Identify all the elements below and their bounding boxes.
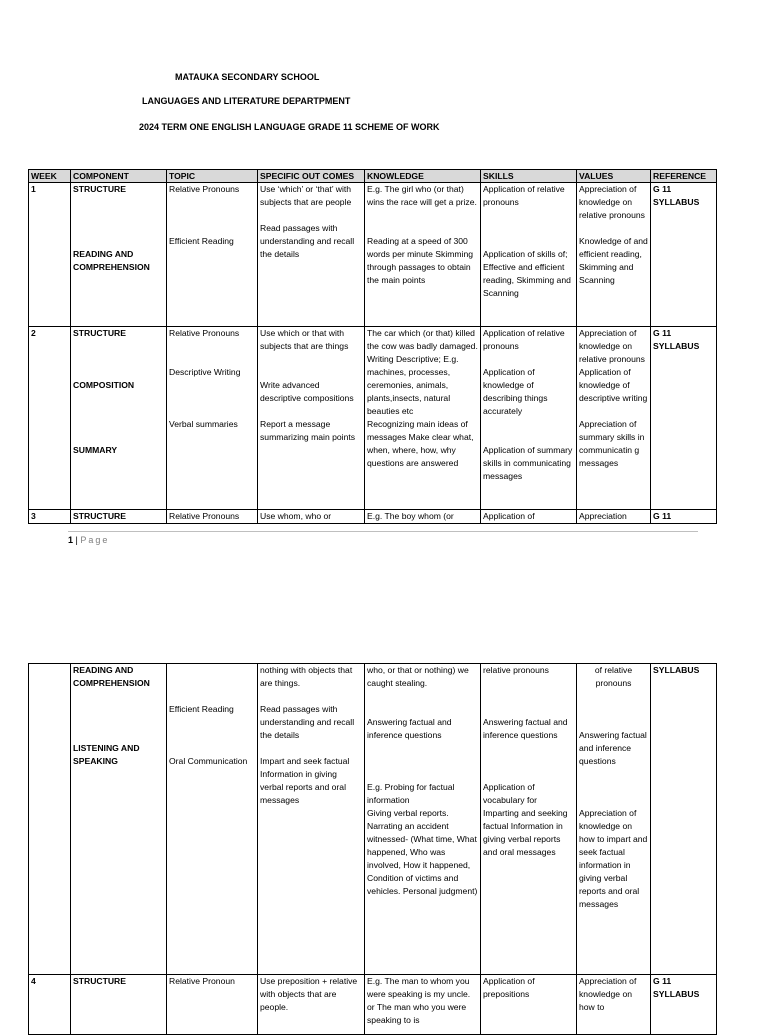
values-cell: Appreciation — [577, 510, 651, 524]
scheme-of-work-table — [28, 169, 717, 524]
knowledge-text: Narrating an accident witnessed- (What time, What happened, Who was involved, How it happened, Condition of victims and vehicles. Personal judgment) — [367, 821, 478, 896]
values-cell — [577, 327, 651, 510]
values-text: Appreciation of knowledge on relative pronouns — [579, 184, 645, 220]
values-text: Answering factual and inference questions — [579, 730, 647, 766]
knowledge-cell: E.g. The man to whom you were speaking is my uncle. or The man who you were speaking to is — [365, 975, 481, 1035]
table-row — [29, 183, 717, 327]
outcome-text: nothing with objects that are things. — [260, 665, 353, 688]
skills-cell — [481, 183, 577, 327]
component-cell: STRUCTURE — [71, 975, 167, 1035]
outcome-cell — [258, 327, 365, 510]
outcome-text: Use which or that with subjects that are things — [260, 328, 349, 351]
knowledge-text: Answering factual and inference questions — [367, 717, 452, 740]
topic-cell — [167, 664, 258, 975]
skills-cell: Application of prepositions — [481, 975, 577, 1035]
skills-cell — [481, 664, 577, 975]
outcome-cell — [258, 183, 365, 327]
outcome-text: Impart and seek factual Information in giving verbal reports and oral messages — [260, 756, 350, 805]
knowledge-text: Giving verbal reports. — [367, 808, 449, 818]
week-cell — [29, 664, 71, 975]
school-name: MATAUKA SECONDARY SCHOOL — [175, 72, 320, 82]
knowledge-text: Reading at a speed of 300 words per minute Skimming through passages to obtain the main points — [367, 236, 474, 285]
footer-divider — [68, 531, 698, 532]
skills-cell — [481, 327, 577, 510]
page-footer — [68, 535, 109, 545]
values-text: Appreciation of knowledge on how to impart and seek factual information in giving verbal reports and oral messages — [579, 808, 648, 909]
component-text: LISTENING AND SPEAKING — [73, 743, 140, 766]
page-number: 1 — [68, 535, 74, 545]
column-header-knowledge: KNOWLEDGE — [365, 170, 481, 183]
topic-text: Descriptive Writing — [169, 367, 241, 377]
reference-cell: G 11 — [651, 510, 717, 524]
component-cell: STRUCTURE — [71, 510, 167, 524]
outcome-text: Write advanced descriptive compositions — [260, 380, 354, 403]
topic-text: Efficient Reading — [169, 704, 234, 714]
table-row — [29, 664, 717, 975]
column-header-topic: TOPIC — [167, 170, 258, 183]
values-text: Application of knowledge of descriptive writing — [579, 367, 648, 403]
values-text: of relative pronouns — [594, 665, 633, 688]
skills-text: Application of relative pronouns — [483, 184, 565, 207]
reference-cell: G 11 SYLLABUS — [651, 975, 717, 1035]
week-cell: 3 — [29, 510, 71, 524]
topic-text: Oral Communication — [169, 756, 248, 766]
skills-text: Application of skills of; — [483, 249, 568, 259]
skills-text: Effective and efficient reading, Skimming and Scanning — [483, 262, 571, 298]
knowledge-cell — [365, 664, 481, 975]
table-row — [29, 510, 717, 524]
reference-cell: G 11 SYLLABUS — [651, 183, 717, 327]
component-text: SUMMARY — [73, 445, 118, 455]
values-cell — [577, 664, 651, 975]
column-header-values: VALUES — [577, 170, 651, 183]
column-header-component: COMPONENT — [71, 170, 167, 183]
component-cell — [71, 183, 167, 327]
knowledge-text: Recognizing main ideas of messages Make clear what, when, where, how, why questions are answered — [367, 419, 474, 468]
week-cell: 1 — [29, 183, 71, 327]
topic-text: Efficient Reading — [169, 236, 234, 246]
component-text: STRUCTURE — [73, 184, 126, 194]
document-title: 2024 TERM ONE ENGLISH LANGUAGE GRADE 11 SCHEME OF WORK — [139, 122, 440, 132]
skills-text: relative pronouns — [483, 665, 549, 675]
component-cell — [71, 327, 167, 510]
values-cell: Appreciation of knowledge on how to — [577, 975, 651, 1035]
table-row — [29, 975, 717, 1035]
knowledge-cell — [365, 327, 481, 510]
skills-text: Application of summary skills in communicating messages — [483, 445, 573, 481]
knowledge-text: E.g. The girl who (or that) wins the race will get a prize. — [367, 184, 477, 207]
values-text: Knowledge of and efficient reading, Skimming and Scanning — [579, 236, 648, 285]
footer-separator: | — [75, 535, 78, 545]
skills-text: Application of relative pronouns — [483, 328, 565, 351]
topic-cell — [167, 183, 258, 327]
table-row — [29, 327, 717, 510]
column-header-reference: REFERENCE — [651, 170, 717, 183]
reference-cell: SYLLABUS — [651, 664, 717, 975]
outcome-cell: Use preposition + relative with objects that are people. — [258, 975, 365, 1035]
column-header-outcomes: SPECIFIC OUT COMES — [258, 170, 365, 183]
knowledge-text: E.g. Probing for factual information — [367, 782, 455, 805]
outcome-cell: Use whom, who or — [258, 510, 365, 524]
component-text: COMPOSITION — [73, 380, 135, 390]
values-text: Appreciation of summary skills in communicatin g messages — [579, 419, 645, 468]
knowledge-text: Writing Descriptive; E.g. machines, processes, ceremonies, animals, plants,insects, natural beauties etc — [367, 354, 459, 416]
outcome-text: Read passages with understanding and recall the details — [260, 704, 355, 740]
topic-text: Relative Pronouns — [169, 184, 240, 194]
page-label: Page — [80, 535, 110, 545]
knowledge-cell: E.g. The boy whom (or — [365, 510, 481, 524]
skills-text: Application of vocabulary for Imparting and seeking factual Information in giving verbal reports and oral messages — [483, 782, 568, 857]
week-cell: 2 — [29, 327, 71, 510]
outcome-cell — [258, 664, 365, 975]
values-text: Appreciation of knowledge on relative pronouns — [579, 328, 645, 364]
knowledge-text: who, or that or nothing) we caught stealing. — [367, 665, 469, 688]
week-cell: 4 — [29, 975, 71, 1035]
knowledge-text: The car which (or that) killed the cow was badly damaged. — [367, 328, 478, 351]
skills-text: Application of knowledge of describing things accurately — [483, 367, 548, 416]
column-header-skills: SKILLS — [481, 170, 577, 183]
skills-text: Answering factual and inference questions — [483, 717, 568, 740]
topic-cell — [167, 327, 258, 510]
skills-cell: Application of — [481, 510, 577, 524]
outcome-text: Report a message summarizing main points — [260, 419, 356, 442]
reference-cell: G 11 SYLLABUS — [651, 327, 717, 510]
topic-text: Relative Pronouns — [169, 328, 240, 338]
outcome-text: Use ‘which’ or ‘that’ with subjects that are people — [260, 184, 352, 207]
outcome-text: Read passages with understanding and recall the details — [260, 223, 355, 259]
column-header-week: WEEK — [29, 170, 71, 183]
scheme-of-work-table-continued — [28, 663, 717, 1035]
knowledge-cell — [365, 183, 481, 327]
component-text: READING AND COMPREHENSION — [73, 665, 150, 688]
component-cell — [71, 664, 167, 975]
component-text: READING AND COMPREHENSION — [73, 249, 150, 272]
department-name: LANGUAGES AND LITERATURE DEPARTPMENT — [142, 96, 351, 106]
values-cell — [577, 183, 651, 327]
topic-text: Verbal summaries — [169, 419, 238, 429]
topic-cell: Relative Pronouns — [167, 510, 258, 524]
component-text: STRUCTURE — [73, 328, 126, 338]
topic-cell: Relative Pronoun — [167, 975, 258, 1035]
table-header-row — [29, 170, 717, 183]
